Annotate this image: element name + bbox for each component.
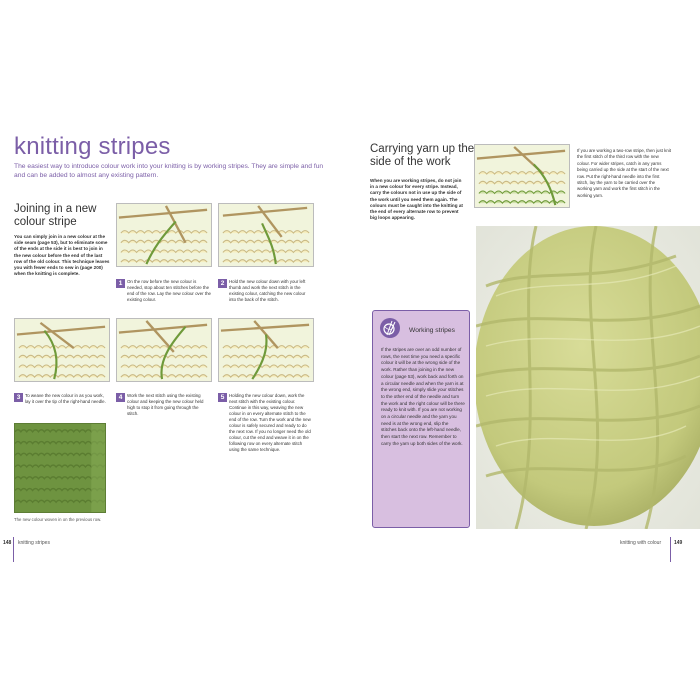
step-text: Hold the new colour down with your left thumb and work the next stitch in the existing colour, catching the new colour into the back of the stitch. — [229, 279, 306, 302]
yarn-ball-photo — [476, 226, 700, 529]
tip-title: Working stripes — [409, 327, 455, 334]
section-body-carrying: When you are working stripes, do not join in a new colour for every stripe. Instead, carry the colours not in use up the side of the work until you need them again. The colours must be caught into the knitting at the end of every alternate row to prevent big loops appearing. — [370, 178, 463, 221]
illustration-step-5 — [218, 318, 314, 382]
tip-body: If the stripes are over an odd number of rows, the next time you need a specific colour it will be at the wrong side of the work. Rather than joining in the new colour (page 53), work back and forth on a circular needle and when the yarn is at the wrong end, simply slide your stitches to the other end of the needle and turn the work and the right colour will be there ready to knit with. If you are not working on a circular needle and the yarn you need is at the wrong end, slip the stitches back onto the left-hand needle, then start the next row. Remember to carry the yarn up both sides of the work. — [381, 347, 465, 446]
illustration-step-2 — [218, 203, 314, 267]
footer-label-right: knitting with colour — [620, 540, 662, 546]
illustration-step-4 — [116, 318, 212, 382]
swatch-photo — [14, 423, 106, 513]
illustration-step-1 — [116, 203, 212, 267]
yarn-needles-icon — [380, 318, 400, 338]
step-text: Work the next stitch using the existing colour and keeping the new colour held high to stop it from going through the stitch. — [127, 393, 204, 416]
illustration-step-3 — [14, 318, 110, 382]
step-number: 1 — [116, 279, 125, 288]
footer-label-left: knitting stripes — [18, 540, 50, 546]
step-2 — [218, 279, 314, 319]
step-4 — [116, 393, 212, 423]
tip-box-working-stripes — [372, 310, 470, 528]
page-number-left: 148 — [3, 540, 12, 546]
footer-divider-left — [13, 537, 14, 562]
step-number: 3 — [14, 393, 23, 402]
step-3 — [14, 393, 110, 417]
photo-caption: The new colour woven in on the previous row. — [14, 517, 102, 522]
footer-divider-right — [670, 537, 671, 562]
illustration-carrying-yarn — [474, 144, 570, 208]
section-title-carrying: Carrying yarn up the side of the work — [370, 143, 475, 168]
page-title: knitting stripes — [14, 133, 171, 160]
step-text: On the row before the new colour is needed, stop about ten stitches before the end of the row. Lay the new colour over the existing colour. — [127, 279, 211, 302]
step-5 — [218, 393, 314, 473]
section-body-joining: You can simply join in a new colour at the side seam (page 53), but to eliminate some of the ends at the side it is best to join in the new colour before the end of the last row of the old colour. This technique leaves you with fewer ends to sew in (page 200) when the knitting is complete. — [14, 234, 110, 277]
section-title-joining: Joining in a new colour stripe — [14, 203, 97, 228]
page-number-right: 149 — [674, 540, 683, 546]
section-body-carrying-2: If you are working a two-row stripe, then just knit the first stitch of the third row with the new colour. For wider stripes, catch in any yarns being carried up the side at the start of the next row. Put the right-hand needle into the first stitch, lay the yarn to be carried over the working yarn and work the first stitch in the working yarn. — [577, 148, 671, 198]
step-text: Holding the new colour down, work the next stitch with the existing colour. Continue in this way, weaving the new colour in on every alternate stitch to the end of the row. Turn the work and the new colour is safely secured and ready to do the next row. If you no longer need the old colour, cut the end and weave it in on the following row on every alternate stitch using the same technique. — [229, 393, 311, 452]
step-number: 4 — [116, 393, 125, 402]
step-number: 2 — [218, 279, 227, 288]
step-1 — [116, 279, 212, 319]
step-number: 5 — [218, 393, 227, 402]
intro-text: The easiest way to introduce colour work into your knitting is by working stripes. They are simple and fun and can be added to almost any existing pattern. — [14, 163, 324, 179]
step-text: To weave the new colour in as you work, lay it over the tip of the right-hand needle. — [25, 393, 106, 404]
